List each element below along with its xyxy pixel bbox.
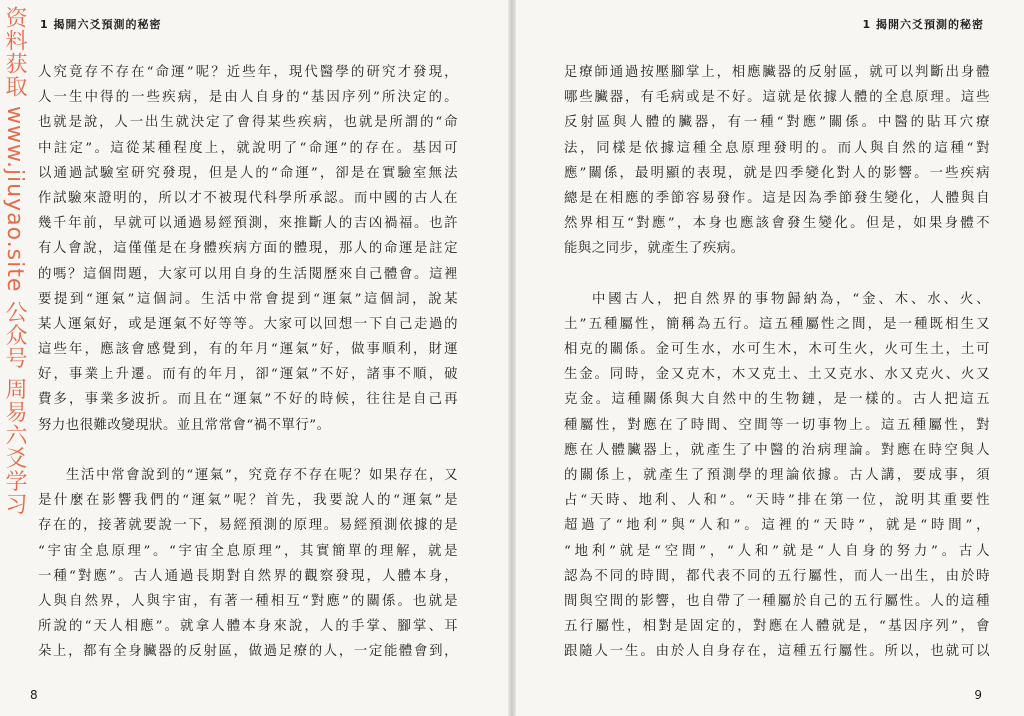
text-line: 人一生中得的一些疾病，是由人自身的“基因序列”所決定的。 <box>38 90 458 106</box>
text-line: 生金。同時，金又克木，木又克土、土又克水、水又克火、火又 <box>564 367 990 383</box>
text-line: 中註定”。這從某種程度上，就說明了“命運”的存在。基因可 <box>38 140 458 156</box>
text-line: 克金。這種關係與大自然中的生物鏈，是一樣的。古人把這五 <box>564 392 990 408</box>
book-spine-gutter <box>508 0 516 716</box>
text-line: 應”關係，最明顯的表現，就是四季變化對人的影響。一些疾病 <box>564 165 990 181</box>
text-line: 所說的“天人相應”。就拿人體本身來說，人的手掌、腳掌、耳 <box>38 619 458 635</box>
running-head: 1 揭開六爻預測的秘密 <box>40 18 162 31</box>
text-line: 努力也很難改變現狀。並且常常會“禍不單行”。 <box>38 417 331 433</box>
text-line: 要提到“運氣”這個詞。生活中常會提到“運氣”這個詞，說某 <box>38 291 458 307</box>
page-number: 8 <box>30 688 38 702</box>
body-text <box>38 60 458 665</box>
text-line: 種屬性，對應在了時間、空間等一切事物上。這五種屬性，對 <box>564 417 990 433</box>
text-line: 間與空間的影響，也自帶了一種屬於自己的五行屬性。人的這種 <box>564 593 990 609</box>
text-line: 存在的，接著就要說一下，易經預測的原理。易經預測依據的是 <box>38 518 458 534</box>
paragraph-gap <box>564 262 990 287</box>
text-line: 能與之同步，就產生了疾病。 <box>564 241 745 257</box>
body-text <box>564 60 990 665</box>
text-line: “地利”就是“空間”，“人和”就是“人自身的努力”。古人 <box>564 543 990 559</box>
text-line: 反射區與人體的臟器，有一種“對應”關係。中醫的貼耳穴療 <box>564 115 990 131</box>
watermark: 资料获取 www.jiuyao.site 公众号 周易六爻学习 <box>2 6 27 516</box>
text-line: 哪些臟器，有毛病或是不好。這就是依據人體的全息原理。這些 <box>564 90 990 106</box>
text-line: 法，同樣是依據這種全息原理發明的。而人與自然的這種“對 <box>564 140 990 156</box>
text-line: 足療師通過按壓腳掌上，相應臟器的反射區，就可以判斷出身體 <box>564 65 990 80</box>
text-line: 占“天時、地利、人和”。“天時”排在第一位，說明其重要性 <box>564 493 990 509</box>
text-line: 人究竟存不存在“命運”呢？近些年，現代醫學的研究才發現， <box>38 65 458 80</box>
text-line: 生活中常會說到的“運氣”，究竟存不存在呢？如果存在，又 <box>66 468 458 483</box>
text-line: 五行屬性，相對是固定的，對應在人體就是，“基因序列”，會 <box>564 619 990 635</box>
text-line: 的嗎？這個問題，大家可以用自身的生活閱歷來自己體會。這裡 <box>38 266 458 282</box>
text-line: “宇宙全息原理”。“宇宙全息原理”，其實簡單的理解，就是 <box>38 543 458 559</box>
text-line: 土”五種屬性，簡稱為五行。這五種屬性之間，是一種既相生又 <box>564 316 990 332</box>
paragraph-gap <box>38 438 458 463</box>
text-line: 總是在相應的季節容易發作。這是因為季節發生變化，人體與自 <box>564 190 990 206</box>
text-line: 一種“對應”。古人通過長期對自然界的觀察發現，人體本身， <box>38 568 458 584</box>
text-line: 費多，事業多波折。而且在“運氣”不好的時候，往往是自己再 <box>38 392 458 408</box>
right-page <box>512 0 1024 716</box>
text-line: 是什麼在影響我們的“運氣”呢？首先，我要說人的“運氣”是 <box>38 493 458 509</box>
text-line: 有人會說，這僅僅是在身體疾病方面的體現，那人的命運是註定 <box>38 241 458 257</box>
text-line: 某人運氣好，或是運氣不好等等。大家可以回想一下自己走過的 <box>38 316 458 332</box>
running-head: 1 揭開六爻預測的秘密 <box>862 18 984 31</box>
text-line: 朵上，都有全身臟器的反射區，做過足療的人，一定能體會到， <box>38 644 458 660</box>
text-line: 好，事業上升遷。而有的年月，卻“運氣”不好，諸事不順，破 <box>38 367 458 383</box>
text-line: 幾千年前，早就可以通過易經預測，來推斷人的吉凶禍福。也許 <box>38 216 458 232</box>
text-line: 以通過試驗室研究發現，但是人的“命運”，卻是在實驗室無法 <box>38 165 458 181</box>
text-line: 超過了“地利”與“人和”。這裡的“天時”，就是“時間”， <box>564 518 990 534</box>
text-line: 人與自然界，人與宇宙，有著一種相互“對應”的關係。也就是 <box>38 593 458 609</box>
text-line: 的關係上，就產生了預測學的理論依據。古人講，要成事，須 <box>564 468 990 483</box>
text-line: 認為不同的時間，都代表不同的五行屬性，而人一出生，由於時 <box>564 568 990 584</box>
text-line: 相克的關係。金可生水，水可生木，木可生火，火可生土，土可 <box>564 342 990 358</box>
text-line: 然界相互“對應”，本身也應該會發生變化。但是，如果身體不 <box>564 216 990 232</box>
text-line: 跟隨人一生。由於人自身存在，這種五行屬性。所以，也就可以 <box>564 644 990 660</box>
page-number: 9 <box>974 688 982 702</box>
text-line: 應在人體臟器上，就產生了中醫的治病理論。對應在時空與人 <box>564 442 990 458</box>
text-line: 中國古人，把自然界的事物歸納為，“金、木、水、火、 <box>592 291 990 307</box>
text-line: 這些年，應該會感覺到，有的年月“運氣”好，做事順利，財運 <box>38 342 458 358</box>
text-line: 也就是說，人一出生就決定了會得某些疾病，也就是所謂的“命 <box>38 115 458 131</box>
text-line: 作試驗來證明的，所以才不被現代科學所承認。而中國的古人在 <box>38 190 458 206</box>
